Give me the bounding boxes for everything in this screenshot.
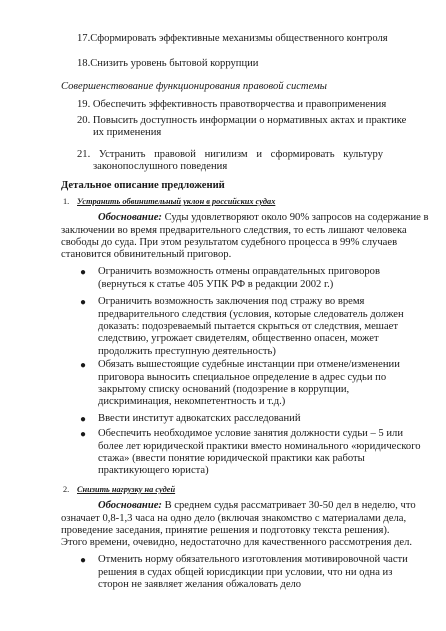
item-20-line-2: их применения: [93, 127, 162, 138]
bullet-icon: ●: [80, 297, 87, 308]
point-1-number: 1.: [63, 197, 70, 206]
bullet-1-line-2: (вернуться к статье 405 УПК РФ в редакции 2002 г.): [98, 279, 334, 290]
bullet-icon: ●: [80, 555, 87, 566]
point-1-para-line-4: становится обвинительный приговор.: [61, 249, 232, 260]
bullet-1-line-1: Ограничить возможность отмены оправдательных приговоров: [98, 266, 380, 277]
bullet-2-line-5: продолжить преступную деятельность): [98, 346, 276, 357]
bullet-3-line-3: закрытому списку оснований (подозрение в коррупции,: [98, 384, 350, 395]
point-2-number: 2.: [63, 485, 70, 494]
bullet-2-line-1: Ограничить возможность заключения под стражу во время: [98, 296, 365, 307]
bullet-icon: ●: [80, 429, 87, 440]
point-2-para-line-1: Обоснование: В среднем судья рассматривает 30-50 дел в неделю, что: [98, 500, 416, 511]
justification-label: Обоснование:: [98, 500, 162, 511]
bullet-2-line-2: предварительного следствия (условия, которые следователь должен: [98, 309, 404, 320]
item-21-line-1: 21. Устранить правовой нигилизм и сформировать культуру: [77, 149, 383, 160]
point-1-para-line-2: заключении во время предварительного следствия, то есть лишают человека: [61, 225, 407, 236]
bullet-2-line-4: следствию, угрожает свидетелям, общественно опасен, может: [98, 333, 379, 344]
bullet-3-line-2: приговора выносить специальное определение в адрес судьи по: [98, 372, 387, 383]
bullet-icon: ●: [80, 267, 87, 278]
point-1-para-line-3: свободы до суда. При этом результатом судебного процесса в 99% случаев: [61, 237, 398, 248]
bullet-icon: ●: [80, 414, 87, 425]
point-1-title: Устранить обвинительный уклон в российских судах: [77, 197, 276, 206]
bullet-icon: ●: [80, 360, 87, 371]
item-18: 18.Снизить уровень бытовой коррупции: [77, 58, 259, 69]
point-2-para-line-3: проведение заседания, принятие решения и подготовку текста решения).: [61, 525, 390, 536]
item-19: 19. Обеспечить эффективность правотворчества и правоприменения: [77, 99, 387, 110]
item-17: 17.Сформировать эффективные механизмы общественного контроля: [77, 33, 388, 44]
item-20-line-1: 20. Повысить доступность информации о нормативных актах и практике: [77, 115, 407, 126]
details-heading: Детальное описание предложений: [61, 180, 225, 191]
bullet-5-line-1: Обеспечить необходимое условие занятия должности судьи – 5 или: [98, 428, 403, 439]
point-2-para-line-4: Этого времени, очевидно, недостаточно для качественного рассмотрения дел.: [61, 537, 413, 548]
bullet-5-line-4: практикующего юриста): [98, 465, 209, 476]
bullet-6-line-3: сторон не заявляет желания обжаловать дело: [98, 579, 302, 590]
point-1-para-line-1: Обоснование: Суды удовлетворяют около 90% запросов на содержание в: [98, 212, 429, 223]
subheading-legal-system: Совершенствование функционирования правовой системы: [61, 81, 327, 92]
justification-label: Обоснование:: [98, 212, 162, 223]
bullet-5-line-3: стажа» (ввести понятие юридической практики как работы: [98, 453, 365, 464]
bullet-2-line-3: доказать: подозреваемый пытается скрыться от следствия, мешает: [98, 321, 399, 332]
bullet-6-line-1: Отменить норму обязательного изготовления мотивировочной части: [98, 554, 408, 565]
bullet-3-line-4: дискриминация, некомпетентность и т.д.): [98, 396, 286, 407]
point-2-para-line-2: означает 0,8-1,3 часа на одно дело (включая знакомство с материалами дела,: [61, 513, 407, 524]
item-21-line-2: законопослушного поведения: [93, 161, 228, 172]
bullet-3-line-1: Обязать вышестоящие судебные инстанции при отмене/изменении: [98, 359, 400, 370]
bullet-6-line-2: решения в судах общей юрисдикции при условии, что ни одна из: [98, 567, 393, 578]
bullet-5-line-2: более лет юридической практики вместо номинального «юридического: [98, 441, 421, 452]
point-2-title: Снизить нагрузку на судей: [77, 485, 176, 494]
bullet-4-line-1: Ввести институт адвокатских расследований: [98, 413, 301, 424]
